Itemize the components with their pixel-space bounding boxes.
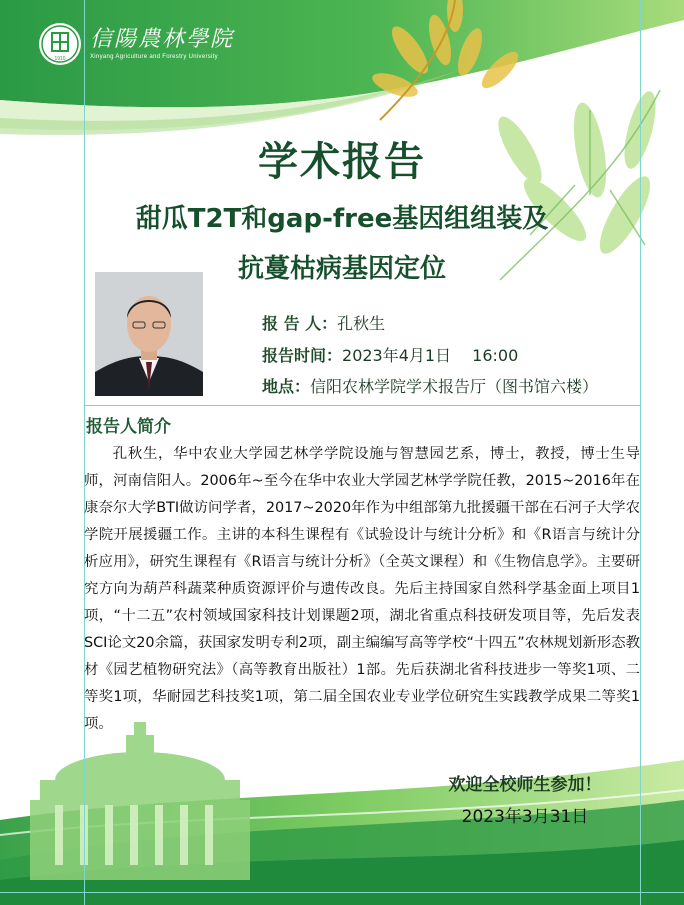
time-line [262,343,518,366]
bio-text: 孔秋生，华中农业大学园艺林学学院设施与智慧园艺系，博士，教授，博士生导师，河南信阳人。2006年~至今在华中农业大学园艺林学学院任教，2015~2016年在康奈尔大学BTI做访问学者，2017~2020年作为中组部第九批援疆干部在石河子大学农学院开展援疆工作。主讲的本科生课程有《试验设计与统计分析》和《R语言与统计分析应用》，研究生课程有《R语言与统计分析》（全英文课程）和《生物信息学》。主要研究方向为葫芦科蔬菜种质资源评价与遗传改良。先后主持国家自然科学基金面上项目1项，“十二五”农村领域国家科技计划课题2项，湖北省重点科技研发项目等，先后发表SCI论文20余篇，获国家发明专利2项，副主编编写高等学校“十四五”农林规划新形态教材《园艺植物研究法》（高等教育出版社）1部。先后获湖北省科技进步一等奖1项、二等奖1项，华耐园艺科技奖1项，第二届全国农业专业学位研究生实践教学成果二等奖1项。 [84,446,640,732]
seal-year: 1910 [54,56,66,62]
report-time: 2023年4月1日 16:00 [342,346,519,365]
university-logo [38,22,234,66]
subtitle-line-1: 甜瓜T2T和gap-free基因组组装及 [135,204,549,234]
time-label: 报告时间： [262,346,343,365]
bio-heading: 报告人简介 [86,417,171,437]
report-place: 信阳农林学院学术报告厅（图书馆六楼） [310,377,599,396]
speaker-name: 孔秋生 [337,314,386,333]
place-label: 地点： [262,377,311,396]
guide-line [0,892,684,893]
subtitle-line-2: 抗蔓枯病基因定位 [237,254,446,284]
section-divider [84,405,640,406]
place-line [262,374,598,397]
speaker-line [262,311,385,334]
university-name-en: Xinyang Agriculture and Forestry University [90,54,218,60]
welcome-text: 欢迎全校师生参加！ [448,775,602,795]
university-seal-icon [38,22,82,66]
notice-date: 2023年3月31日 [461,807,589,827]
speaker-photo [95,272,203,396]
poster-title: 学术报告 [258,139,426,185]
university-name-cn: 信陽農林學院 [90,27,235,52]
speaker-label: 报 告 人： [262,314,338,333]
